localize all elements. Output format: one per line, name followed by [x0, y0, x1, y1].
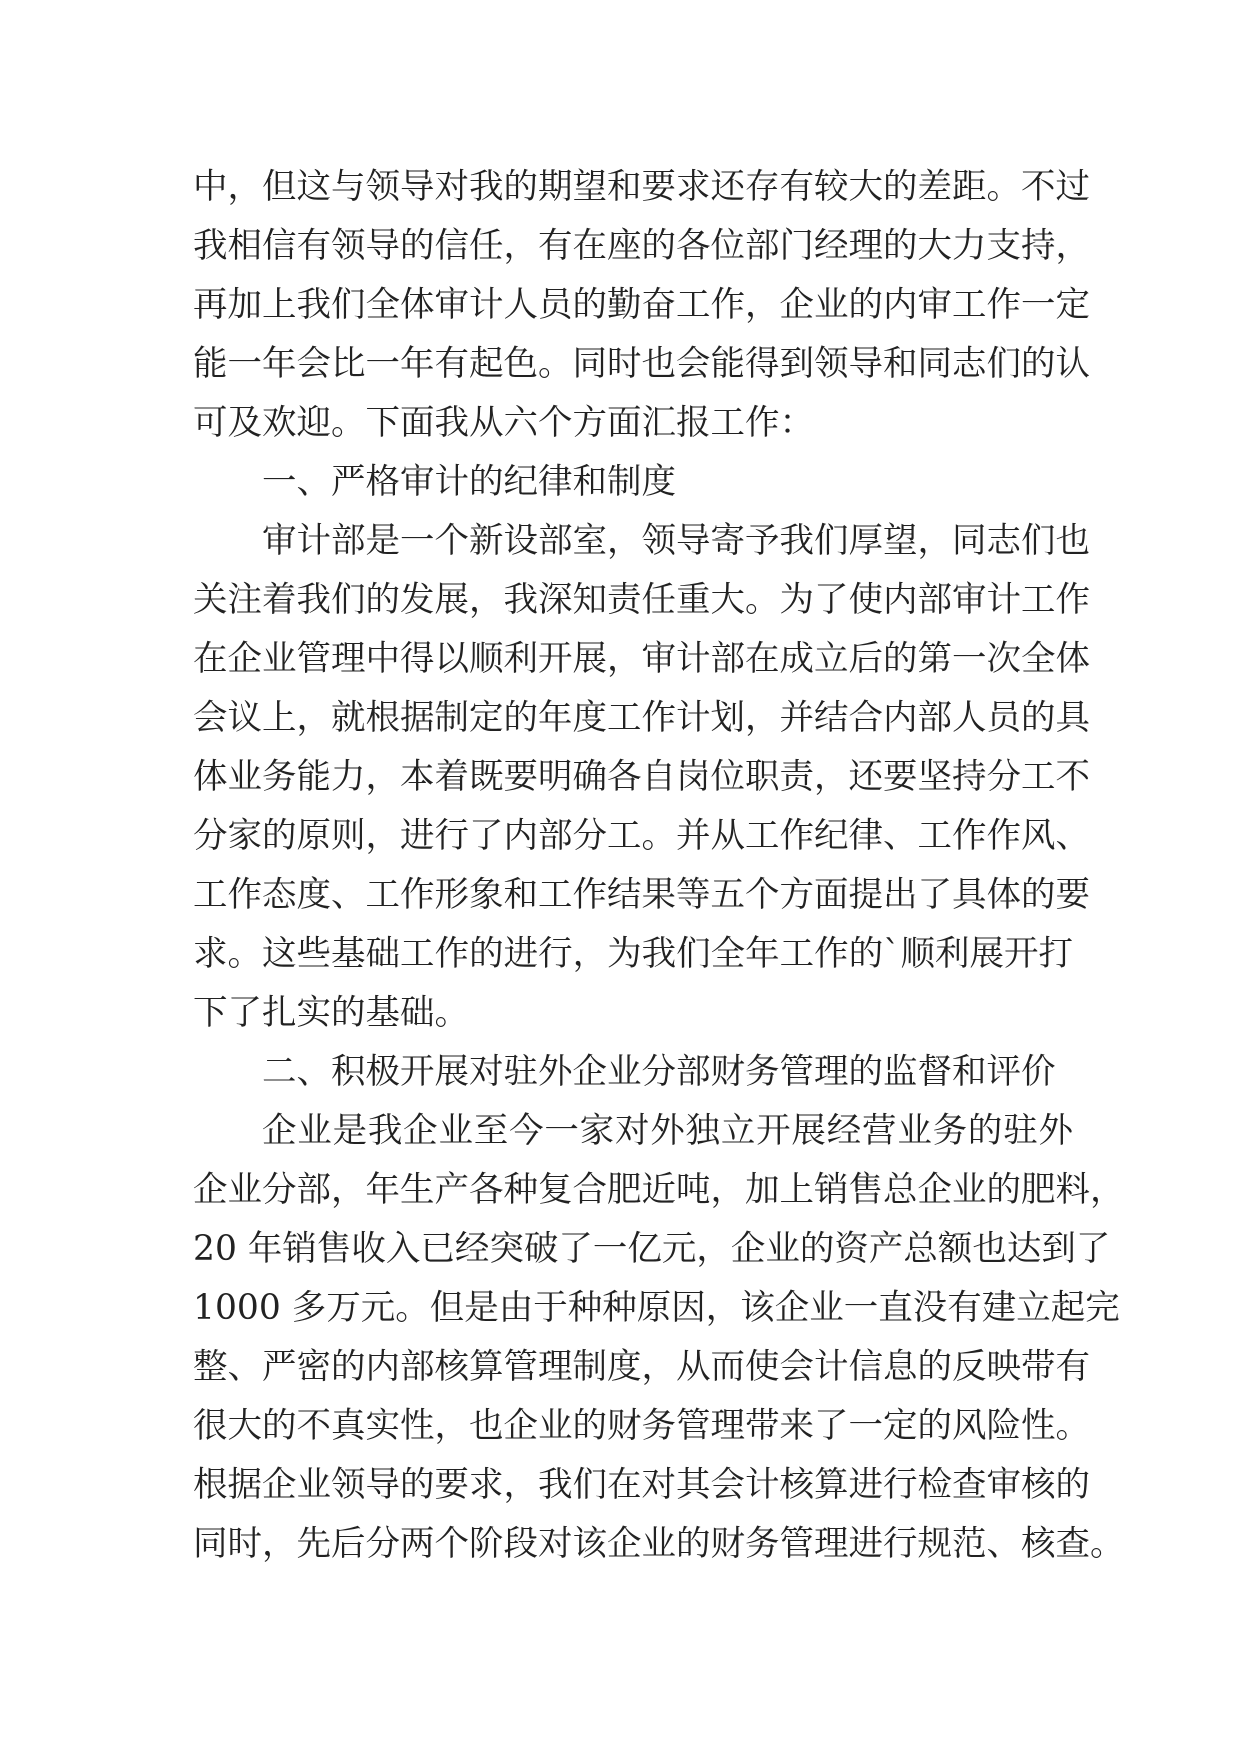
text-line: 20 年销售收入已经突破了一亿元，企业的资产总额也达到了 — [193, 1229, 1111, 1269]
text-line: 在企业管理中得以顺利开展，审计部在成立后的第一次全体 — [193, 639, 1090, 679]
text-line: 下了扎实的基础。 — [193, 993, 469, 1033]
text-line: 企业分部，年生产各种复合肥近吨，加上销售总企业的肥料， — [193, 1170, 1125, 1210]
text-line: 工作态度、工作形象和工作结果等五个方面提出了具体的要 — [193, 875, 1090, 915]
text-line: 可及欢迎。下面我从六个方面汇报工作： — [193, 403, 814, 443]
text-line: 再加上我们全体审计人员的勤奋工作，企业的内审工作一定 — [193, 285, 1090, 325]
text-line: 审计部是一个新设部室，领导寄予我们厚望，同志们也 — [262, 521, 1090, 561]
text-line: 体业务能力，本着既要明确各自岗位职责，还要坚持分工不 — [193, 757, 1090, 797]
text-line: 分家的原则，进行了内部分工。并从工作纪律、工作作风、 — [193, 816, 1090, 856]
text-line: 中，但这与领导对我的期望和要求还存有较大的差距。不过 — [193, 167, 1090, 207]
text-line: 一、严格审计的纪律和制度 — [262, 462, 676, 502]
text-line: 能一年会比一年有起色。同时也会能得到领导和同志们的认 — [193, 344, 1090, 384]
document-body — [193, 158, 1125, 1574]
text-line: 1000 多万元。但是由于种种原因，该企业一直没有建立起完 — [193, 1288, 1120, 1328]
text-line: 企业是我企业至今一家对外独立开展经营业务的驻外 — [262, 1111, 1073, 1151]
text-line: 根据企业领导的要求，我们在对其会计核算进行检查审核的 — [193, 1465, 1090, 1505]
text-line: 关注着我们的发展，我深知责任重大。为了使内部审计工作 — [193, 580, 1090, 620]
text-line: 很大的不真实性，也企业的财务管理带来了一定的风险性。 — [193, 1406, 1090, 1446]
text-line: 二、积极开展对驻外企业分部财务管理的监督和评价 — [262, 1052, 1056, 1092]
text-line: 求。这些基础工作的进行，为我们全年工作的`顺利展开打 — [193, 934, 1073, 974]
text-line: 整、严密的内部核算管理制度，从而使会计信息的反映带有 — [193, 1347, 1090, 1387]
text-line: 我相信有领导的信任，有在座的各位部门经理的大力支持， — [193, 226, 1090, 266]
text-line: 同时，先后分两个阶段对该企业的财务管理进行规范、核查。 — [193, 1524, 1125, 1564]
text-line: 会议上，就根据制定的年度工作计划，并结合内部人员的具 — [193, 698, 1090, 738]
